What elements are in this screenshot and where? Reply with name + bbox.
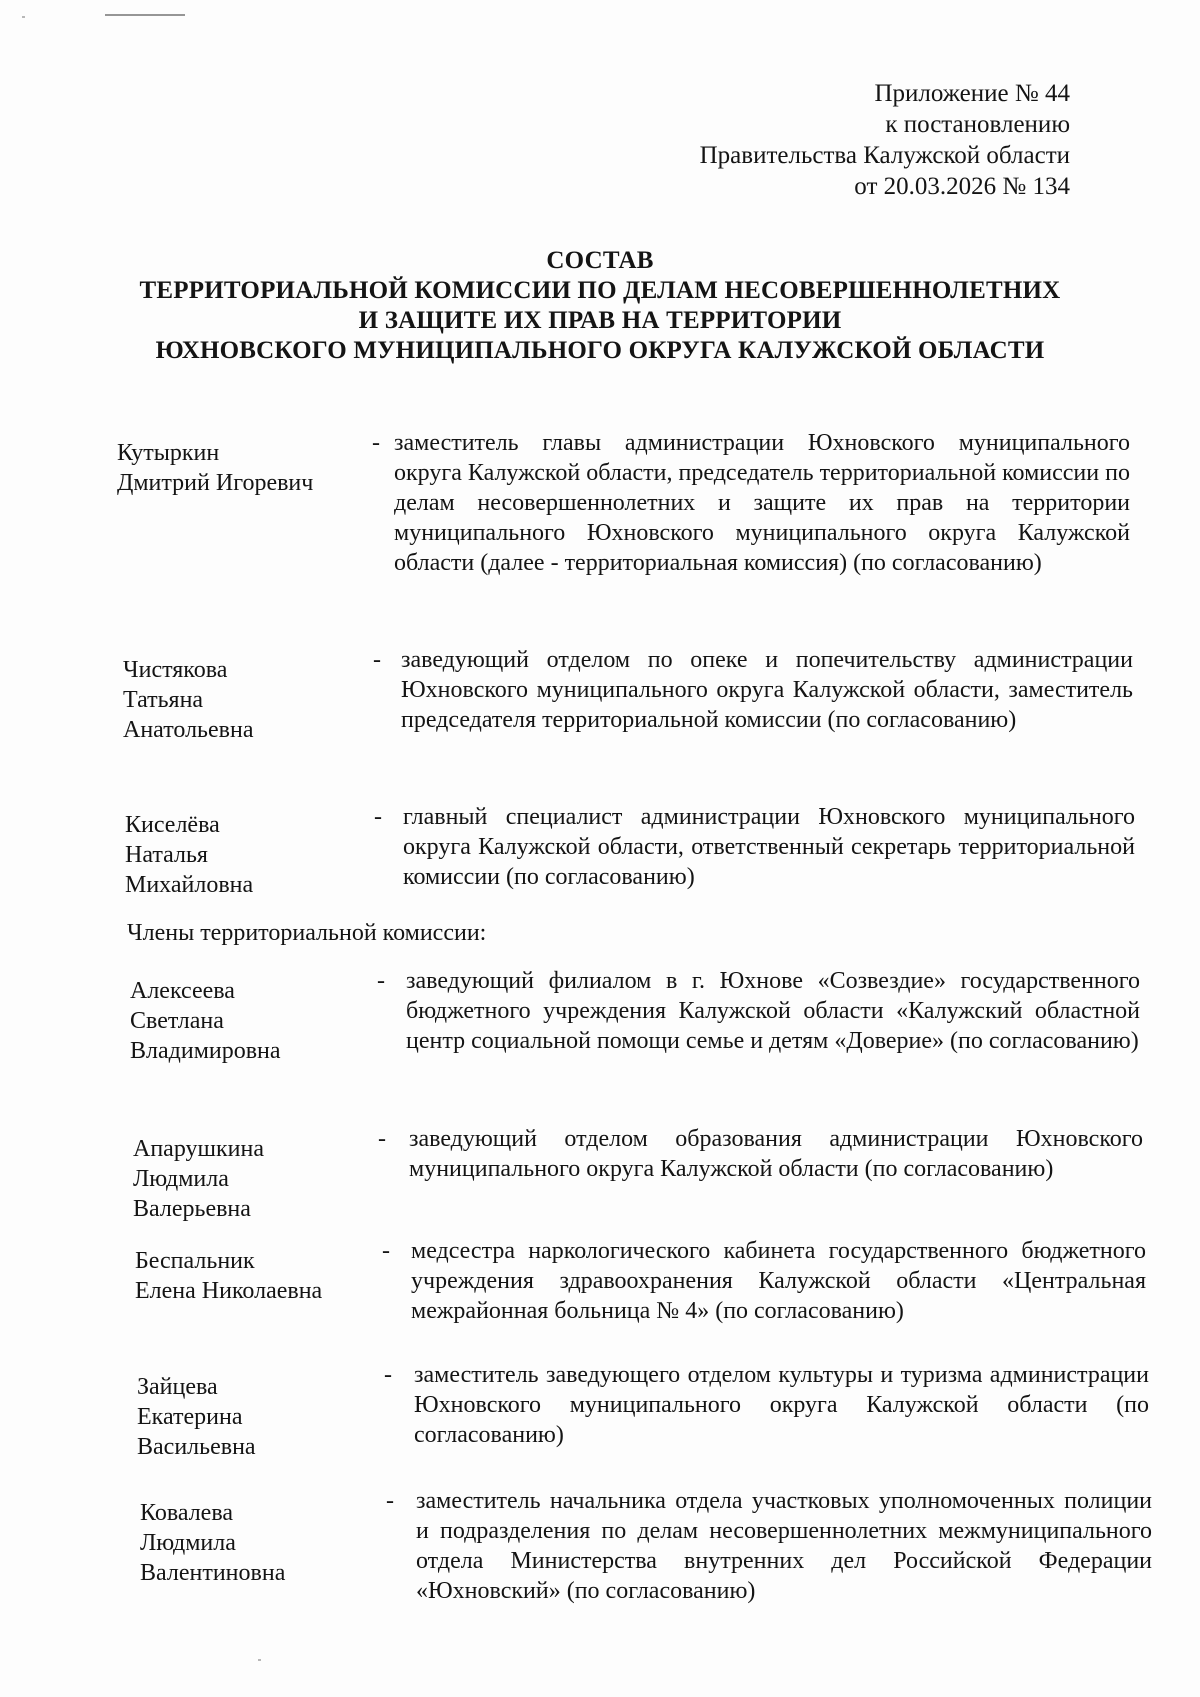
surname: Киселёва [125,812,220,838]
scan-artifact-dot [258,1659,261,1661]
patronymic: Михайловна [125,872,254,898]
patronymic: Владимировна [130,1038,281,1064]
dash: - [386,1488,394,1514]
patronymic: Валерьевна [133,1196,251,1222]
appendix-date: от 20.03.2026 № 134 [854,173,1070,200]
appendix-ref: к постановлению [885,111,1070,138]
role-text: медсестра наркологического кабинета государственного бюджетного учреждения здравоохранения Калужской области «Центральная межрайонная больница № 4» (по согласованию) [411,1238,1146,1324]
title-line-3: И ЗАЩИТЕ ИХ ПРАВ НА ТЕРРИТОРИИ [358,307,842,334]
member-role [406,966,1140,1056]
surname: Зайцева [137,1374,218,1400]
member-role [411,1236,1146,1326]
member-name [135,1246,322,1306]
given-name: Светлана [130,1008,224,1034]
dash: - [372,430,380,456]
member-name [140,1498,285,1588]
role-text: заместитель заведующего отделом культуры и туризма администрации Юхновского муниципального округа Калужской области (по согласованию) [414,1362,1149,1448]
given-name: Дмитрий Игоревич [117,470,314,496]
document-title [100,246,1100,366]
scan-artifact-dot [22,16,25,18]
dash: - [373,647,381,673]
role-text: заместитель начальника отдела участковых уполномоченных полиции и подразделения по делам несовершеннолетних межмуниципального отдела Министерства внутренних дел Российской Федерации «Юхновский» (по согласованию) [416,1488,1152,1604]
surname: Алексеева [130,978,235,1004]
patronymic: Васильевна [137,1434,256,1460]
surname: Ковалева [140,1500,233,1526]
member-name [123,655,253,745]
scan-artifact [105,14,185,16]
given-name: Татьяна [123,687,204,713]
role-text: главный специалист администрации Юхновского муниципального округа Калужской области, ответственный секретарь территориальной комиссии (по согласованию) [403,804,1135,890]
appendix-authority: Правительства Калужской области [699,142,1070,169]
member-role [416,1486,1152,1606]
surname: Беспальник [135,1248,255,1274]
title-line-2: ТЕРРИТОРИАЛЬНОЙ КОМИССИИ ПО ДЕЛАМ НЕСОВЕРШЕННОЛЕТНИХ [139,277,1061,304]
dash: - [374,804,382,830]
role-text: заведующий филиалом в г. Юхнове «Созвездие» государственного бюджетного учреждения Калужской области «Калужский областной центр социальной помощи семье и детям «Доверие» (по согласованию) [406,968,1140,1054]
given-name: Екатерина [137,1404,243,1430]
members-label: Члены территориальной комиссии: [127,920,487,946]
dash: - [377,968,385,994]
title-line-4: ЮХНОВСКОГО МУНИЦИПАЛЬНОГО ОКРУГА КАЛУЖСКОЙ ОБЛАСТИ [155,337,1045,364]
appendix-header [700,78,1070,202]
member-role [409,1124,1143,1184]
given-name: Наталья [125,842,208,868]
patronymic: Валентиновна [140,1560,286,1586]
member-role [414,1360,1149,1450]
dash: - [384,1362,392,1388]
member-role [401,645,1133,735]
appendix-number: Приложение № 44 [874,80,1070,107]
member-role [394,428,1130,578]
surname: Чистякова [123,657,228,683]
dash: - [382,1238,390,1264]
patronymic: Анатольевна [123,717,254,743]
member-name [137,1372,256,1462]
dash: - [378,1126,386,1152]
role-text: заместитель главы администрации Юхновского муниципального округа Калужской области, председатель территориальной комиссии по делам несовершеннолетних и защите их прав на территории муниципального Юхновского муниципального округа Калужской области (далее - территориальная комиссия) (по согласованию) [394,430,1130,576]
given-name: Людмила [140,1530,236,1556]
role-text: заведующий отделом образования администрации Юхновского муниципального округа Калужской области (по согласованию) [409,1126,1143,1182]
member-name [117,438,313,498]
member-name [130,976,281,1066]
member-name [133,1134,264,1224]
given-name: Людмила [133,1166,229,1192]
role-text: заведующий отделом по опеке и попечительству администрации Юхновского муниципального округа Калужской области, заместитель председателя территориальной комиссии (по согласованию) [401,647,1133,733]
member-role [403,802,1135,892]
member-name [125,810,253,900]
given-name: Елена Николаевна [135,1278,323,1304]
title-line-1: СОСТАВ [546,247,654,274]
surname: Кутыркин [117,440,220,466]
surname: Апарушкина [133,1136,264,1162]
